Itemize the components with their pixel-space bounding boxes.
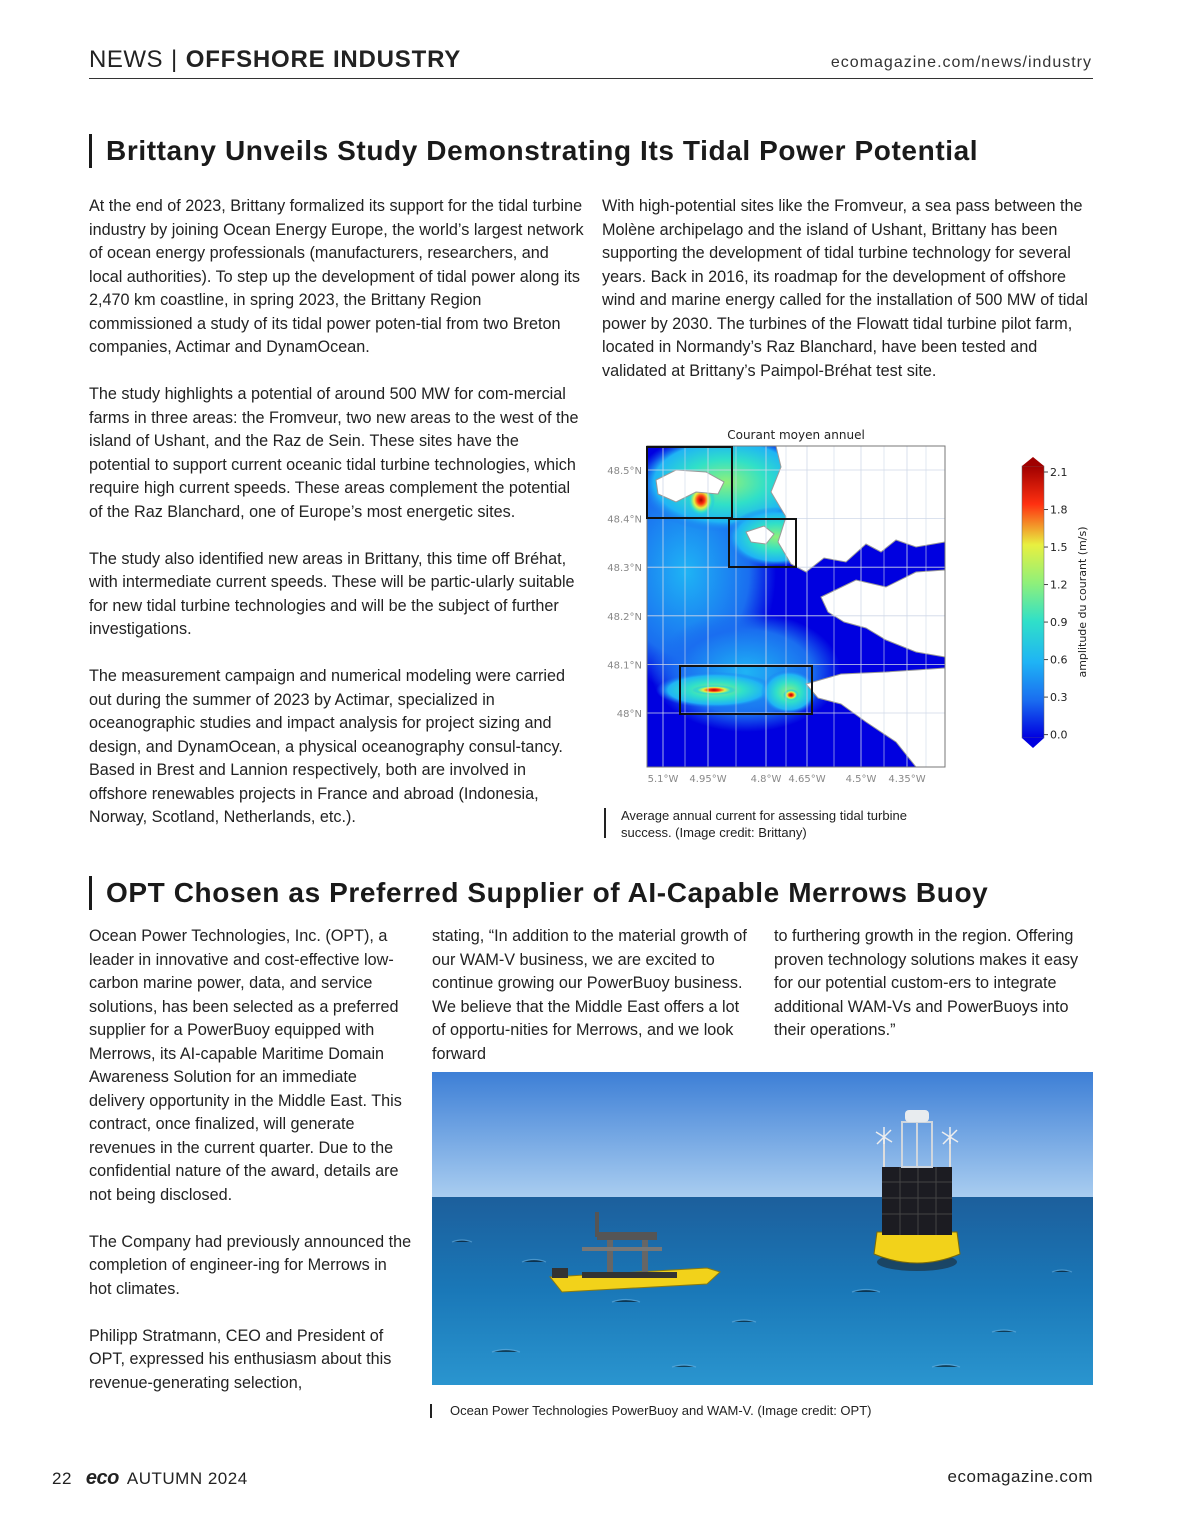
y-axis-ticks [607,466,642,720]
y-tick-label: 48.4°N [607,514,642,526]
issue-label: AUTUMN 2024 [126,1469,248,1488]
colorbar-tick-label: 1.8 [1050,503,1068,517]
colorbar-tick-label: 0.3 [1050,691,1068,705]
chart-title: Courant moyen annuel [727,428,865,442]
current-hotspot [783,689,799,701]
footer-left [52,1467,248,1490]
powerbuoy-illustration [432,1072,1093,1385]
map-field [596,432,945,767]
y-tick-label: 48.5°N [607,466,642,477]
article2-column-3 [774,925,1094,1043]
colorbar-tick-label: 2.1 [1050,466,1068,479]
article2-column-2 [432,925,750,1066]
x-tick-label: 4.35°W [888,774,926,785]
page-number: 22 [52,1469,72,1488]
figure-caption-bar [604,808,606,838]
sky [432,1072,1093,1197]
y-tick-label: 48.1°N [607,660,642,672]
current-hotspot [692,685,736,695]
article1-paragraph: At the end of 2023, Brittany formalized its support for the tidal turbine industry by joining Ocean Energy Europe, the world’s largest network of ocean energy professionals (manufacturers, researchers, and local authorities). To step up the development of tidal power along its 2,470 km coastline, in spring 2023, the Brittany Region commissioned a study of its tidal power poten-tial from two Breton companies, Actimar and DynamOcean. [89,197,584,356]
header-separator: | [171,46,178,73]
article1-paragraph: The measurement campaign and numerical modeling were carried out during the summer of 2023 by Actimar, specialized in oceanographic studies and impact analysis for project sizing and design, and DynamOcean, a physical oceanography consul-tancy. Based in Brest and Lannion respectively, both are involved in offshore renewables projects in France and abroad (Indonesia, Norway, Scotland, Netherlands, etc.). [89,667,565,826]
article1-headline: Brittany Unveils Study Demonstrating Its Tidal Power Potential [89,134,978,168]
article2-paragraph: Philipp Stratmann, CEO and President of OPT, expressed his enthusiasm about this revenue-generating selection, [89,1326,392,1392]
x-tick-label: 4.8°W [750,774,782,785]
section-header [89,46,461,74]
colorbar-max-arrow [1022,457,1044,466]
colorbar-label: amplitude du courant (m/s) [1076,526,1089,678]
article2-paragraph: Ocean Power Technologies, Inc. (OPT), a leader in innovative and cost-effective low-carbon marine power, data, and service solutions, has been selected as a preferred supplier for a PowerBuoy equipped with Merrows, its AI-capable Maritime Domain Awareness Solution for an immediate delivery opportunity in the Middle East. This contract, once finalized, will generate revenues in the current quarter. Due to the confidential nature of the award, details are not being disclosed. [89,927,402,1204]
article1-paragraph: The study highlights a potential of around 500 MW for com-mercial farms in three areas: the Fromveur, two new areas to the west of the island of Ushant, and the Raz de Sein. These sites have the potential to support current oceanic tidal turbine technologies, which require high current speeds. These areas complement the potential of the Raz Blanchard, one of Europe’s most energetic sites. [89,385,579,521]
colorbar-tick-label: 1.5 [1050,541,1068,555]
y-tick-label: 48.2°N [607,611,642,623]
article2-paragraph: to furthering growth in the region. Offering proven technology solutions makes it easy for our potential custom-ers to integrate additional WAM-Vs and PowerBuoys into their operations.” [774,927,1079,1039]
sea [432,1197,1093,1385]
x-tick-label: 4.5°W [845,774,877,785]
colorbar-tick-label: 0.0 [1050,728,1068,742]
article1-paragraph: The study also identified new areas in Brittany, this time off Bréhat, with intermediate current speeds. These will be partic-ularly suitable for new tidal turbine technologies and will be the subject of further investigations. [89,549,575,638]
eco-logo: eco [85,1467,119,1489]
header-rule [89,78,1093,79]
x-tick-label: 5.1°W [647,774,679,785]
colorbar [1022,466,1044,738]
footer-site[interactable]: ecomagazine.com [947,1467,1093,1486]
article1-right-column [602,195,1094,383]
photo-caption: Ocean Power Technologies PowerBuoy and WAM-V. (Image credit: OPT) [450,1403,872,1418]
current-map-figure [596,422,1096,792]
article2-paragraph: The Company had previously announced the completion of engineer-ing for Merrows in hot climates. [89,1232,412,1298]
article1-paragraph: With high-potential sites like the Fromveur, a sea pass between the Molène archipelago and the island of Ushant, Brittany has been supporting the development of tidal turbine technology for several years. Back in 2016, its roadmap for the development of offshore wind and marine energy called for the installation of 500 MW of tidal power by 2030. The turbines of the Flowatt tidal turbine pilot farm, located in Normandy’s Raz Blanchard, have been tested and validated at Brittany’s Paimpol-Bréhat test site. [602,197,1088,380]
article2-headline: OPT Chosen as Preferred Supplier of AI-Capable Merrows Buoy [89,876,988,910]
header-url[interactable]: ecomagazine.com/news/industry [830,54,1092,71]
powerbuoy-photo [432,1072,1093,1385]
article1-left-column [89,195,584,830]
x-axis-ticks [648,774,926,785]
category-label: OFFSHORE INDUSTRY [185,46,462,73]
colorbar-tick-label: 1.2 [1050,578,1068,592]
photo-caption-bar [430,1404,432,1418]
y-tick-label: 48°N [616,709,642,720]
figure-caption: Average annual current for assessing tidal turbine success. (Image credit: Brittany) [621,808,907,840]
colorbar-min-arrow [1022,738,1044,748]
colorbar-tick-label: 0.6 [1050,653,1068,667]
colorbar-tick-label: 0.9 [1050,616,1068,630]
section-label: NEWS [89,46,163,73]
x-tick-label: 4.95°W [689,774,727,785]
current-map-chart [596,422,1096,792]
y-tick-label: 48.3°N [607,563,642,575]
colorbar-ticks [1044,466,1068,742]
article2-paragraph: stating, “In addition to the material growth of our WAM-V business, we are excited to continue growing our PowerBuoy business. We believe that the Middle East offers a lot of opportu-nities for Merrows, and we look forward [432,927,747,1063]
x-tick-label: 4.65°W [788,774,826,785]
article2-column-1 [89,925,412,1395]
